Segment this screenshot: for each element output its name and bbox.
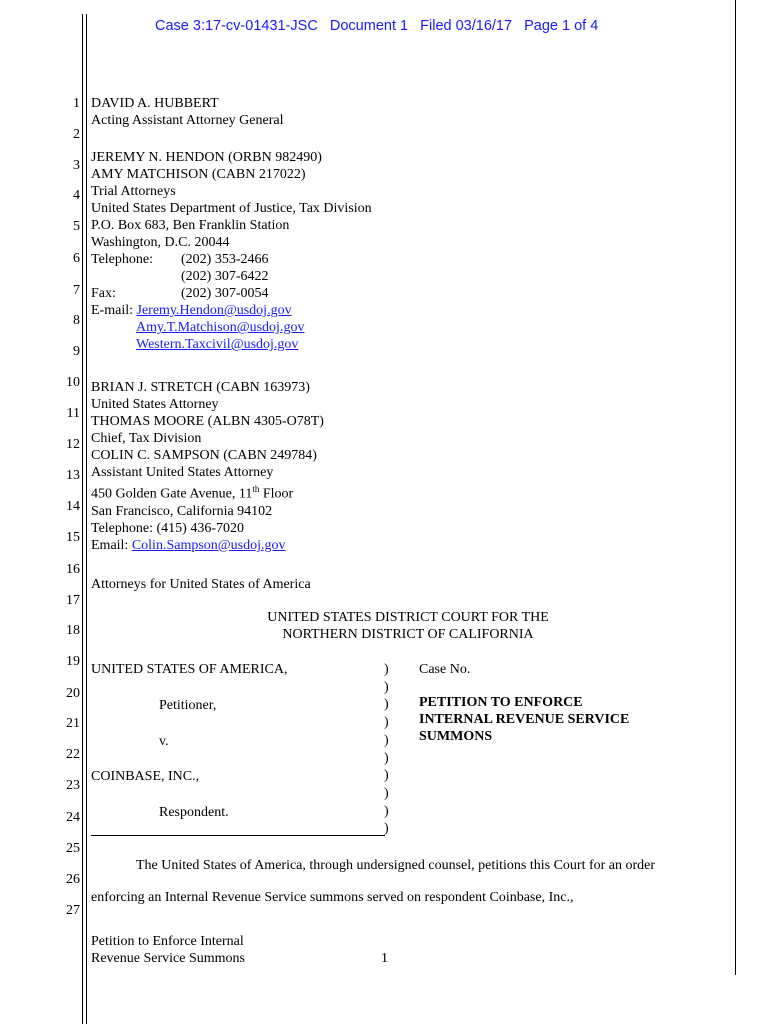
body-line-1: The United States of America, through undersigned counsel, petitions this Court for an order — [136, 858, 656, 873]
counsel-line: P.O. Box 683, Ben Franklin Station — [91, 218, 290, 233]
telephone-row-2 — [91, 268, 372, 285]
caption-versus: v. — [159, 734, 169, 749]
counsel-line: Trial Attorneys — [91, 184, 176, 199]
line-number: 1 — [73, 96, 80, 111]
fax-number: (202) 307-0054 — [181, 286, 269, 301]
ordinal-suffix: th — [252, 484, 260, 494]
line-number: 19 — [66, 654, 80, 669]
court-line-2: NORTHERN DISTRICT OF CALIFORNIA — [282, 627, 534, 642]
line-number: 25 — [66, 841, 80, 856]
left-margin-rule-1 — [82, 14, 83, 1024]
email-link-sampson[interactable]: Colin.Sampson@usdoj.gov — [131, 537, 286, 553]
line-number: 17 — [66, 593, 80, 608]
email-row — [91, 319, 372, 336]
counsel-line: Washington, D.C. 20044 — [91, 235, 230, 250]
case-header: Case 3:17-cv-01431-JSC Document 1 Filed 03/16/17 Page 1 of 4 — [155, 18, 599, 34]
address-line: 450 Golden Gate Avenue, 11th Floor — [91, 484, 294, 502]
line-number: 13 — [66, 468, 80, 483]
telephone-label: Telephone: — [91, 252, 153, 267]
counsel-line: United States Attorney — [91, 397, 219, 412]
telephone-line: Telephone: (415) 436-7020 — [91, 520, 244, 536]
email-link-hendon[interactable]: Jeremy.Hendon@usdoj.gov — [136, 303, 292, 318]
line-number: 5 — [73, 219, 80, 234]
counsel-line — [91, 129, 372, 149]
counsel-line: United States Department of Justice, Tax Division — [91, 201, 372, 216]
footer-line-1: Petition to Enforce Internal — [91, 934, 244, 949]
email-row — [91, 336, 372, 353]
line-number: 4 — [73, 188, 80, 203]
counsel-line: COLIN C. SAMPSON (CABN 249784) — [91, 448, 317, 463]
fax-row — [91, 285, 372, 302]
line-number: 21 — [66, 716, 80, 731]
phone-number: (202) 353-2466 — [181, 252, 269, 267]
caption-respondent: Respondent. — [159, 805, 229, 820]
line-number: 3 — [73, 158, 80, 173]
court-line-1: UNITED STATES DISTRICT COURT FOR THE — [267, 610, 549, 625]
counsel-line: THOMAS MOORE (ALBN 4305-O78T) — [91, 414, 324, 429]
line-number: 27 — [66, 903, 80, 918]
counsel-line: Chief, Tax Division — [91, 431, 202, 446]
line-number: 14 — [66, 499, 80, 514]
petition-title-line: INTERNAL REVENUE SERVICE — [419, 712, 630, 727]
court-name — [200, 609, 616, 643]
city-line: San Francisco, California 94102 — [91, 503, 273, 519]
line-number: 15 — [66, 530, 80, 545]
petition-title-line: SUMMONS — [419, 729, 493, 744]
email-label: Email: — [91, 537, 129, 553]
email-link-western-taxcivil[interactable]: Western.Taxcivil@usdoj.gov — [136, 337, 299, 352]
phone-number: (202) 307-6422 — [181, 269, 269, 284]
fax-label: Fax: — [91, 286, 116, 301]
line-number: 16 — [66, 562, 80, 577]
footer-title — [91, 933, 245, 967]
petition-title-line: PETITION TO ENFORCE — [419, 695, 583, 710]
line-number: 22 — [66, 747, 80, 762]
counsel-line: Assistant United States Attorney — [91, 465, 274, 480]
line-number: 10 — [66, 375, 80, 390]
email-row — [91, 302, 372, 319]
caption-plaintiff: UNITED STATES OF AMERICA, — [91, 662, 288, 677]
caption-petitioner: Petitioner, — [159, 698, 217, 713]
page-number: 1 — [381, 951, 388, 966]
line-number: 20 — [66, 686, 80, 701]
caption-parentheses: ) ) ) ) ) ) ) ) ) ) — [384, 662, 389, 837]
line-number: 11 — [66, 406, 80, 421]
counsel-block-usao — [91, 379, 324, 554]
body-line-2: enforcing an Internal Revenue Service summons served on respondent Coinbase, Inc., — [91, 890, 574, 905]
line-number: 9 — [73, 344, 80, 359]
line-number: 2 — [73, 127, 80, 142]
counsel-line: DAVID A. HUBBERT — [91, 96, 219, 111]
right-margin-rule — [735, 0, 736, 975]
line-number: 18 — [66, 623, 80, 638]
footer-line-2: Revenue Service Summons — [91, 951, 245, 966]
line-number: 8 — [73, 313, 80, 328]
left-margin-rule-2 — [86, 14, 87, 1024]
counsel-line: BRIAN J. STRETCH (CABN 163973) — [91, 380, 310, 395]
caption-defendant: COINBASE, INC., — [91, 769, 200, 784]
line-number: 6 — [73, 251, 80, 266]
counsel-line: Acting Assistant Attorney General — [91, 113, 284, 128]
caption-underline — [91, 835, 385, 836]
line-number: 7 — [73, 283, 80, 298]
counsel-line: AMY MATCHISON (CABN 217022) — [91, 167, 306, 182]
case-number-label: Case No. — [419, 662, 471, 677]
email-row — [91, 537, 324, 554]
line-number: 26 — [66, 872, 80, 887]
counsel-line: JEREMY N. HENDON (ORBN 982490) — [91, 150, 322, 165]
attorneys-for: Attorneys for United States of America — [91, 577, 311, 592]
email-label: E-mail: — [91, 303, 133, 318]
petition-title — [419, 694, 629, 745]
line-number: 12 — [66, 437, 80, 452]
email-link-matchison[interactable]: Amy.T.Matchison@usdoj.gov — [136, 320, 305, 335]
telephone-row — [91, 251, 372, 268]
line-number: 24 — [66, 810, 80, 825]
line-number: 23 — [66, 778, 80, 793]
counsel-block-doj — [91, 95, 372, 353]
